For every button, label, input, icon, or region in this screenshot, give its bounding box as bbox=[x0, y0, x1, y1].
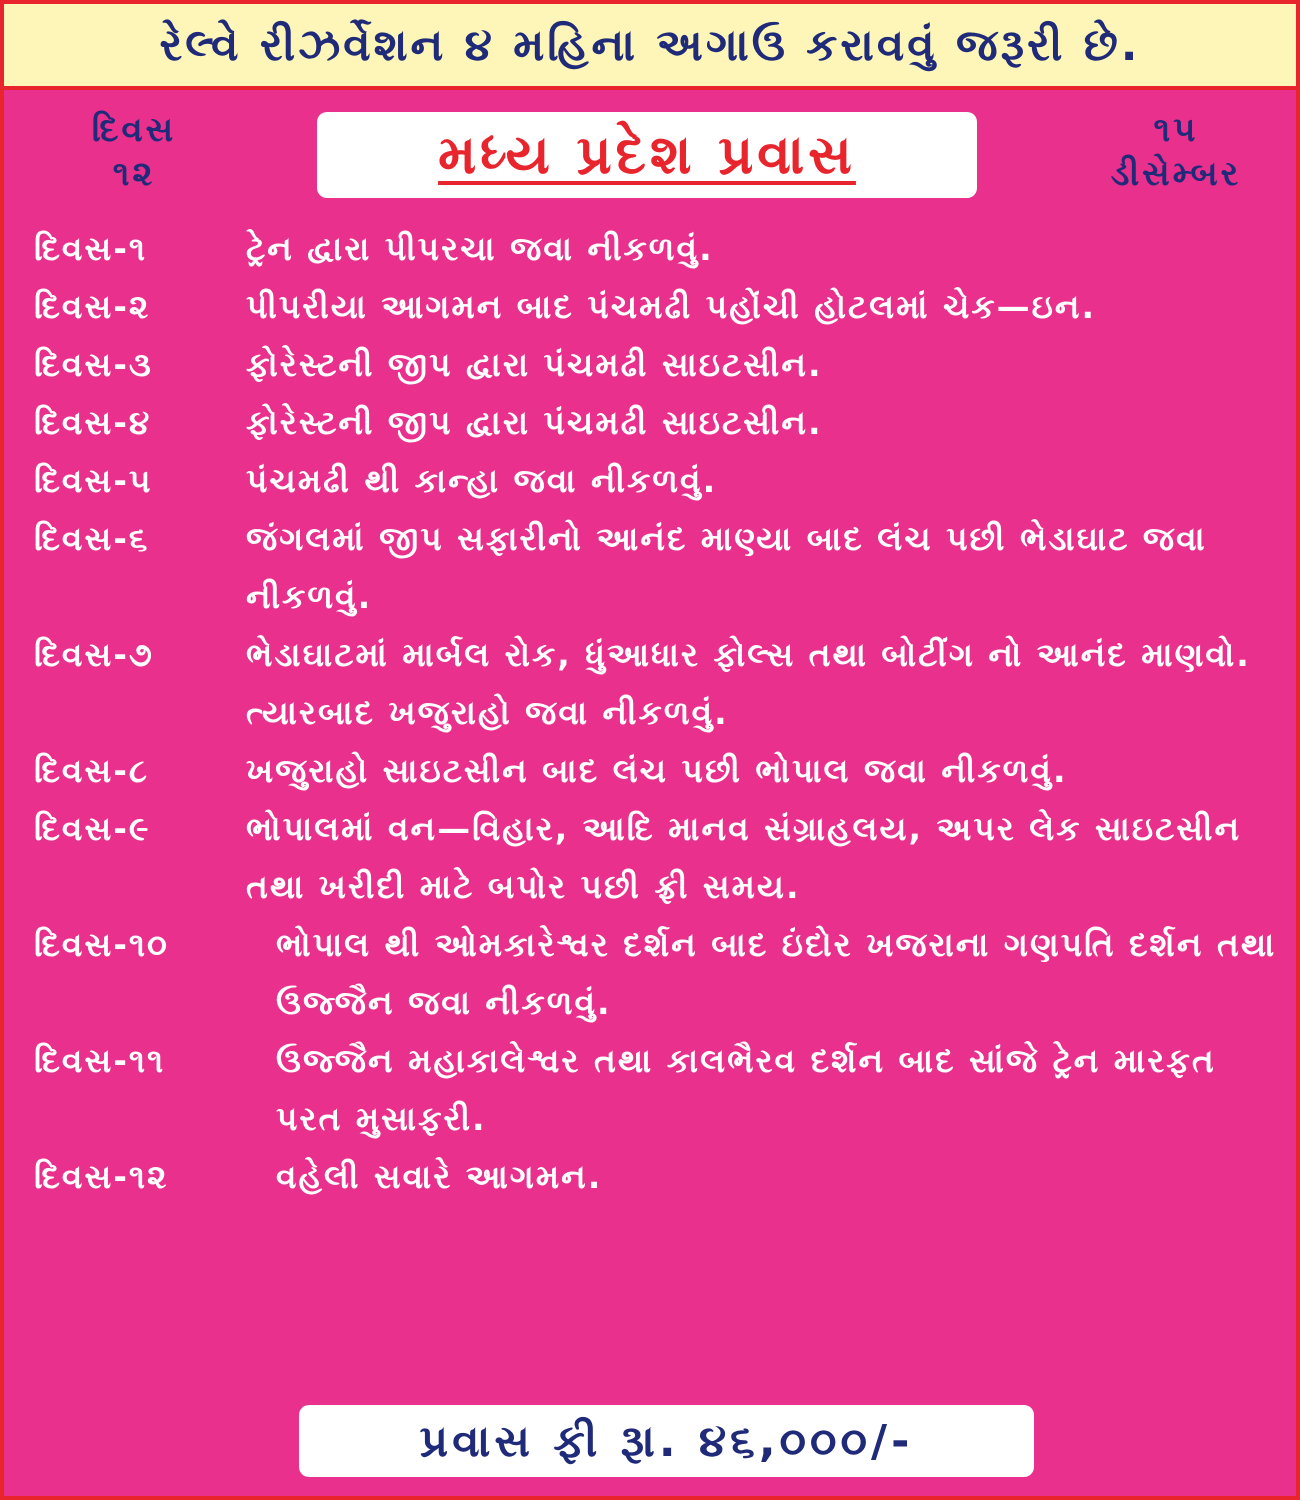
day-label: દિવસ-૪ bbox=[34, 403, 152, 442]
day-description: ફોરેસ્ટની જીપ દ્વારા પંચમઢી સાઇટસીન. bbox=[246, 345, 823, 384]
day-description: પીપરીયા આગમન બાદ પંચમઢી પહોંચી હોટલમાં ચેક—ઇન. bbox=[246, 287, 1097, 326]
reservation-notice-text: રેલ્વે રીઝર્વેશન ૪ મહિના અગાઉ કરાવવું જરૂરી છે. bbox=[159, 19, 1141, 71]
day-label: દિવસ-૬ bbox=[34, 519, 150, 558]
itinerary-item bbox=[34, 394, 1294, 452]
day-description: ભેડાઘાટમાં માર્બલ રોક, ધુંઆધાર ફોલ્સ તથા બોટીંગ નો આનંદ માણવો. ત્યારબાદ ખજુરાહો જવા નીકળવું. bbox=[246, 635, 1251, 732]
tour-fee-box bbox=[299, 1405, 1034, 1477]
day-description: જંગલમાં જીપ સફારીનો આનંદ માણ્યા બાદ લંચ પછી ભેડાઘાટ જવા નીકળવું. bbox=[246, 519, 1207, 616]
day-label: દિવસ-૧ bbox=[34, 229, 148, 268]
duration-value: ૧૨ bbox=[112, 154, 156, 194]
itinerary-item bbox=[34, 1148, 1294, 1206]
day-label: દિવસ-૧૦ bbox=[34, 925, 169, 964]
duration-label: દિવસ bbox=[91, 110, 177, 150]
departure-day: ૧૫ bbox=[1153, 110, 1199, 150]
day-description: ભોપાલ થી ઓમકારેશ્વર દર્શન બાદ ઇંદોર ખજરાના ગણપતિ દર્શન તથા ઉજ્જૈન જવા નીકળવું. bbox=[276, 925, 1277, 1022]
day-label: દિવસ-૨ bbox=[34, 287, 151, 326]
tour-fee-text: પ્રવાસ ફી રૂા. ૪૬,૦૦૦/- bbox=[419, 1415, 914, 1467]
reservation-notice-banner bbox=[0, 0, 1300, 90]
itinerary-item bbox=[34, 742, 1294, 800]
day-description: વહેલી સવારે આગમન. bbox=[276, 1157, 603, 1196]
itinerary-item bbox=[34, 800, 1294, 916]
tour-title: મધ્ય પ્રદેશ પ્રવાસ bbox=[438, 123, 856, 186]
itinerary-item bbox=[34, 452, 1294, 510]
itinerary-item bbox=[34, 626, 1294, 742]
day-description: ફોરેસ્ટની જીપ દ્વારા પંચમઢી સાઇટસીન. bbox=[246, 403, 823, 442]
itinerary-item bbox=[34, 1032, 1294, 1148]
day-label: દિવસ-૯ bbox=[34, 809, 151, 848]
day-description: ટ્રેન દ્વારા પીપરચા જવા નીકળવું. bbox=[246, 229, 714, 268]
day-description: પંચમઢી થી કાન્હા જવા નીકળવું. bbox=[246, 461, 718, 500]
day-label: દિવસ-૩ bbox=[34, 345, 153, 384]
itinerary-item bbox=[34, 278, 1294, 336]
day-label: દિવસ-૧૧ bbox=[34, 1041, 166, 1080]
itinerary-item bbox=[34, 510, 1294, 626]
day-label: દિવસ-૫ bbox=[34, 461, 153, 500]
departure-month: ડીસેમ્બર bbox=[1110, 154, 1242, 194]
itinerary-item bbox=[34, 220, 1294, 278]
itinerary-list bbox=[34, 220, 1294, 1206]
tour-poster bbox=[0, 90, 1300, 1500]
day-description: ભોપાલમાં વન—વિહાર, આદિ માનવ સંગ્રાહલય, અપર લેક સાઇટસીન તથા ખરીદી માટે બપોર પછી ફ્રી સમય. bbox=[246, 809, 1242, 906]
title-box bbox=[317, 112, 977, 198]
itinerary-item bbox=[34, 916, 1294, 1032]
departure-date-block bbox=[1076, 108, 1276, 196]
itinerary-item bbox=[34, 336, 1294, 394]
duration-block bbox=[64, 108, 204, 196]
day-label: દિવસ-૧૨ bbox=[34, 1157, 169, 1196]
day-label: દિવસ-૮ bbox=[34, 751, 150, 790]
day-description: ઉજ્જૈન મહાકાલેશ્વર તથા કાલભૈરવ દર્શન બાદ સાંજે ટ્રેન મારફત પરત મુસાફરી. bbox=[276, 1041, 1216, 1138]
day-label: દિવસ-૭ bbox=[34, 635, 154, 674]
day-description: ખજુરાહો સાઇટસીન બાદ લંચ પછી ભોપાલ જવા નીકળવું. bbox=[246, 751, 1068, 790]
